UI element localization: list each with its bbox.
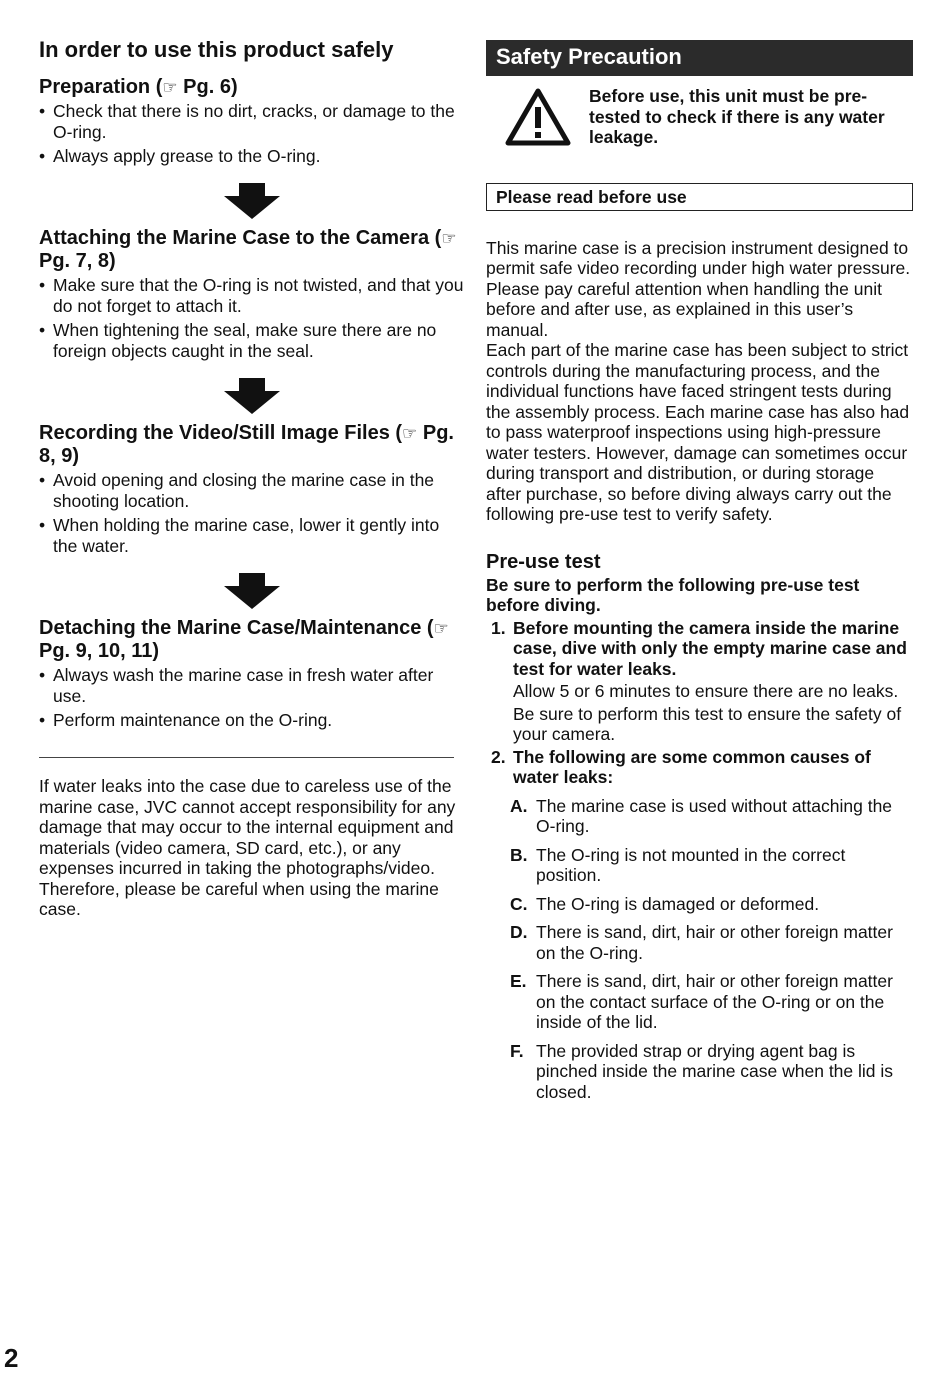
bullet-list xyxy=(39,470,464,557)
section-detaching xyxy=(39,617,464,731)
main-title: In order to use this product safely xyxy=(39,37,394,62)
list-item: C. The O-ring is damaged or deformed. xyxy=(510,893,820,914)
down-arrow-icon xyxy=(39,183,464,219)
down-arrow-icon xyxy=(39,573,464,609)
causes-list xyxy=(510,795,913,1103)
intro-paragraph: This marine case is a precision instrument designed to permit safe video recording under high water pressure. Please pay careful attention when handling the unit before and after use, as explained in this user’s manual. xyxy=(486,237,911,340)
details-paragraph: Each part of the marine case has been subject to strict controls during the manufacturing process, and the individual functions have faced stringent tests during the assembly process. Each marine case has also had to pass waterproof inspections using high-pressure water testers. However, damage can sometimes occur during transport and distribution, or during storage after purchase, so before diving always carry out the following pre-use test to verify safety. xyxy=(486,340,910,524)
list-item: • Always apply grease to the O-ring. xyxy=(39,146,464,167)
please-read-box: Please read before use xyxy=(486,183,913,211)
section-title: Detaching the Marine Case/Maintenance (☞ Pg. 9, 10, 11) xyxy=(39,617,449,662)
step-2 xyxy=(486,747,913,1103)
list-item: • Perform maintenance on the O-ring. xyxy=(39,710,464,731)
step-note: Allow 5 or 6 minutes to ensure there are no leaks. xyxy=(513,681,899,701)
section-attaching xyxy=(39,227,464,362)
section-recording xyxy=(39,422,464,557)
page-reference: Pg. 7, 8) xyxy=(39,250,116,272)
section-title: Recording the Video/Still Image Files (☞ Pg. 8, 9) xyxy=(39,422,454,467)
list-item: A. The marine case is used without attaching the O-ring. xyxy=(510,795,893,836)
step-number: 2. xyxy=(491,746,506,767)
bullet-list xyxy=(39,665,464,731)
pre-use-test-subtitle: Be sure to perform the following pre-use test before diving. xyxy=(486,574,860,615)
warning-block xyxy=(486,86,913,148)
pointer-icon: ☞ xyxy=(441,229,457,248)
step-number: 1. xyxy=(491,617,506,638)
list-item: • Make sure that the O-ring is not twisted, and that you do not forget to attach it. xyxy=(39,275,464,317)
pre-use-test-title: Pre-use test xyxy=(486,550,601,573)
list-item: • When holding the marine case, lower it gently into the water. xyxy=(39,515,464,557)
left-column xyxy=(39,36,464,920)
section-title: Attaching the Marine Case to the Camera (☞ Pg. 7, 8) xyxy=(39,227,457,272)
page-number: 2 xyxy=(4,1343,19,1373)
list-item: D. There is sand, dirt, hair or other foreign matter on the O-ring. xyxy=(510,922,893,963)
section-preparation xyxy=(39,76,464,167)
list-item: B. The O-ring is not mounted in the correct position. xyxy=(510,844,846,885)
step-1 xyxy=(486,618,913,745)
bullet-list xyxy=(39,275,464,362)
divider xyxy=(39,757,454,758)
list-item: • Check that there is no dirt, cracks, or damage to the O-ring. xyxy=(39,101,464,143)
list-item: • Avoid opening and closing the marine case in the shooting location. xyxy=(39,470,464,512)
page-reference: Pg. 8, 9) xyxy=(39,422,454,467)
right-column xyxy=(486,40,913,1110)
warning-text: Before use, this unit must be pre-tested to check if there is any water leakage. xyxy=(589,86,885,147)
pointer-icon: ☞ xyxy=(162,78,178,97)
pointer-icon: ☞ xyxy=(402,424,418,443)
section-title: Preparation (☞ Pg. 6) xyxy=(39,76,238,98)
page-reference: Pg. 9, 10, 11) xyxy=(39,640,160,662)
safety-precaution-header: Safety Precaution xyxy=(486,40,913,76)
step-title: The following are some common causes of water leaks: xyxy=(513,746,871,787)
step-title: Before mounting the camera inside the marine case, dive with only the empty marine case and test for water leaks. xyxy=(513,617,907,679)
step-note: Be sure to perform this test to ensure the safety of your camera. xyxy=(513,703,902,744)
down-arrow-icon xyxy=(39,378,464,414)
page-reference: Pg. 6) xyxy=(183,76,238,98)
list-item: • Always wash the marine case in fresh water after use. xyxy=(39,665,464,707)
list-item: F. The provided strap or drying agent bag is pinched inside the marine case when the lid is closed. xyxy=(510,1040,894,1102)
pointer-icon: ☞ xyxy=(433,619,449,638)
list-item: E. There is sand, dirt, hair or other foreign matter on the contact surface of the O-ring or on the inside of the lid. xyxy=(510,971,893,1032)
disclaimer-text: If water leaks into the case due to careless use of the marine case, JVC cannot accept responsibility for any damage that may occur to the internal equipment and materials (video camera, SD card, etc.), or any expenses incurred in taking the photographs/video. Therefore, please be careful when using the marine case. xyxy=(39,776,456,919)
bullet-list xyxy=(39,101,464,167)
warning-triangle-icon xyxy=(486,86,589,148)
list-item: • When tightening the seal, make sure there are no foreign objects caught in the seal. xyxy=(39,320,464,362)
